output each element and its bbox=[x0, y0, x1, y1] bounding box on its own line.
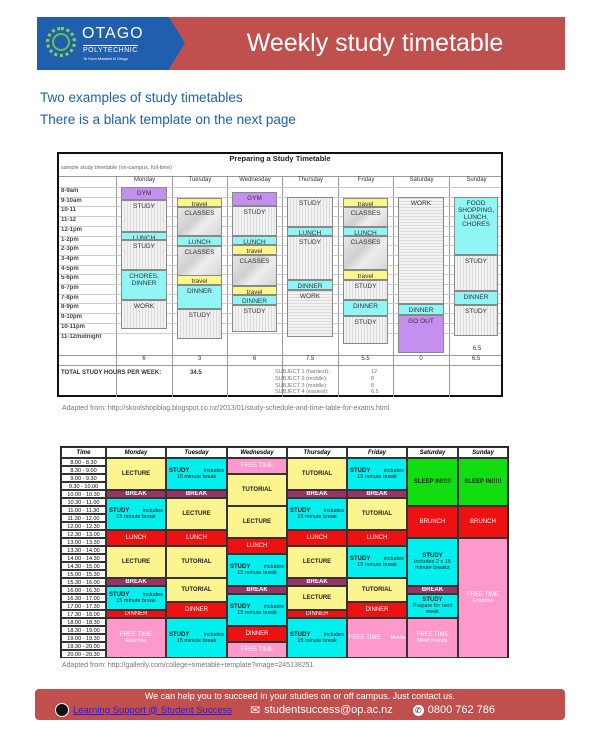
subject-label: SUBJECT 4 (easiest): bbox=[275, 389, 329, 396]
daily-total: 3 bbox=[197, 356, 202, 362]
column-header: Friday bbox=[347, 447, 407, 458]
block-note: Movie bbox=[390, 635, 406, 641]
block-label: BRUNCH bbox=[470, 519, 496, 525]
timetable1-block: GO OUT bbox=[398, 315, 444, 353]
timetable1-block: travel bbox=[343, 270, 388, 280]
column-header: Monday bbox=[106, 447, 166, 458]
time-label: 11-12 bbox=[61, 217, 77, 224]
timetable2-block bbox=[287, 530, 347, 546]
subject-hours: 8 bbox=[371, 382, 375, 389]
block-label: LUNCH bbox=[186, 535, 207, 541]
block-label: BRUNCH bbox=[419, 519, 446, 525]
timetable1-block: CLASSES bbox=[177, 246, 222, 276]
block-label: LECTURE bbox=[302, 559, 332, 565]
block-note: includes bbox=[142, 508, 163, 514]
day-header: Friday bbox=[338, 177, 393, 397]
block-label: STUDY bbox=[290, 508, 311, 514]
block-label: DINNER bbox=[305, 611, 329, 617]
phone-number: 0800 762 786 bbox=[427, 704, 496, 716]
time-slot: 14.00 - 14.30 bbox=[61, 554, 106, 562]
block-note: includes bbox=[323, 632, 344, 638]
time-slot: 8.30 - 9.00 bbox=[61, 466, 106, 474]
time-slot: 18.00 - 18.30 bbox=[61, 618, 106, 626]
timetable1-block: STUDY bbox=[454, 255, 498, 291]
email-address[interactable]: studentsuccess@op.ac.nz bbox=[264, 704, 393, 716]
timetable2-block bbox=[287, 458, 347, 490]
timetable2-block bbox=[106, 618, 166, 658]
block-label: STUDY bbox=[230, 604, 251, 610]
block-note: includes bbox=[383, 468, 404, 474]
block-label: STUDY bbox=[169, 468, 190, 474]
globe-icon bbox=[55, 703, 69, 717]
intro-line-1: Two examples of study timetables bbox=[40, 90, 243, 105]
time-slot: 14.30 - 15.00 bbox=[61, 562, 106, 570]
timetable1-block: travel bbox=[177, 198, 222, 207]
timetable2-block bbox=[227, 586, 287, 594]
block-note: includes bbox=[203, 468, 224, 474]
time-slot: 17.00 - 17.30 bbox=[61, 602, 106, 610]
timetable2-block bbox=[347, 546, 407, 578]
block-note-2: 15 minute break bbox=[176, 638, 217, 644]
sunday-extra: 6.5 bbox=[472, 346, 482, 352]
timetable1-block: CLASSES bbox=[343, 236, 388, 270]
time-label: 5-6pm bbox=[61, 275, 79, 282]
block-label: SLEEP IN!!!!! bbox=[464, 479, 502, 485]
timetable1-block: DINNER bbox=[177, 285, 222, 309]
timetable2-block bbox=[106, 490, 166, 498]
block-note-2: 15 minute break bbox=[116, 598, 156, 604]
time-label: 10-11 bbox=[61, 207, 77, 214]
timetable1-block: CLASSES bbox=[232, 255, 277, 286]
time-label: 6-7pm bbox=[61, 285, 79, 291]
daily-total: 6.5 bbox=[471, 356, 481, 362]
block-label: BREAK bbox=[125, 579, 147, 585]
timetable2-block bbox=[407, 586, 458, 594]
block-label: BREAK bbox=[366, 491, 388, 497]
timetable2-block bbox=[347, 498, 407, 530]
timetable1-block: STUDY bbox=[177, 309, 222, 339]
timetable2-block bbox=[106, 530, 166, 546]
time-label: 1-2pm bbox=[61, 236, 79, 243]
column-header: Thursday bbox=[287, 447, 347, 458]
daily-total: 0 bbox=[419, 356, 423, 362]
timetable2-block bbox=[227, 642, 287, 658]
timetable2-block bbox=[227, 474, 287, 506]
timetable1-block: travel bbox=[232, 245, 277, 255]
timetable1-block: DINNER bbox=[232, 295, 277, 305]
timetable2-block bbox=[166, 618, 227, 658]
block-label: STUDY bbox=[422, 553, 443, 559]
timetable2-block bbox=[227, 506, 287, 538]
block-label: LUNCH bbox=[306, 535, 328, 541]
block-label: LECTURE bbox=[121, 559, 151, 565]
block-label: DINNER bbox=[184, 607, 208, 613]
footer-banner bbox=[35, 689, 565, 720]
block-label: BREAK bbox=[246, 587, 268, 593]
timetable1-block: STUDY bbox=[121, 200, 167, 232]
time-slot: 10.00 - 10.30 bbox=[61, 490, 106, 498]
time-slot: 16.30 - 17.00 bbox=[61, 594, 106, 602]
timetable2-block bbox=[106, 578, 166, 586]
timetable1-block: GYM bbox=[232, 192, 277, 206]
block-note-2: 15 minute break bbox=[357, 562, 397, 568]
timetable2-block bbox=[347, 602, 407, 618]
caption-2: Adapted from: http://gallerily.com/college+timetable+template?image=245138251 bbox=[62, 662, 314, 669]
block-label: STUDY bbox=[422, 597, 443, 603]
block-label: LUNCH bbox=[125, 535, 147, 541]
timetable2-block bbox=[407, 506, 458, 538]
daily-total: 6 bbox=[252, 356, 257, 362]
timetable1-block: WORK bbox=[287, 290, 333, 337]
page-title: Weekly study timetable bbox=[246, 29, 504, 57]
timetable2-block bbox=[166, 498, 227, 530]
timetable2-block bbox=[287, 586, 347, 610]
timetable2-block bbox=[407, 594, 458, 618]
timetable1-block: LUNCH bbox=[121, 232, 167, 240]
timetable1-block: CLASSES bbox=[343, 207, 388, 227]
timetable2-block bbox=[347, 618, 407, 658]
timetable2-block bbox=[407, 538, 458, 586]
table1-subtitle: sample study timetable (on-campus, full-time) bbox=[61, 165, 172, 171]
timetable2-block bbox=[287, 618, 347, 658]
block-label: STUDY bbox=[109, 592, 130, 598]
timetable2-block bbox=[227, 554, 287, 586]
timetable2-block bbox=[166, 490, 227, 498]
time-label: 2-3pm bbox=[61, 246, 79, 253]
day-header: Monday bbox=[116, 177, 172, 397]
timetable1-block: GYM bbox=[121, 187, 167, 200]
time-slot: 18.30 - 19.00 bbox=[61, 626, 106, 634]
timetable2-block bbox=[166, 578, 227, 602]
subject-label: SUBJECT 2 (middle): bbox=[275, 375, 328, 382]
timetable2-block bbox=[347, 578, 407, 602]
day-header: Tuesday bbox=[172, 177, 227, 397]
time-slot: 11.30 - 12.00 bbox=[61, 514, 106, 522]
block-label: LECTURE bbox=[182, 511, 211, 517]
time-slot: 20.00 - 20.30 bbox=[61, 650, 106, 658]
block-note: includes bbox=[203, 632, 224, 638]
logo-maori: Te Kura Matatini ki Otago bbox=[83, 56, 128, 61]
timetable1-block: WORK bbox=[398, 197, 444, 304]
timetable1-block: CHORES, DINNER bbox=[121, 270, 167, 300]
time-label: 12-1pm bbox=[61, 226, 83, 233]
timetable2-block bbox=[287, 578, 347, 586]
timetable1-block: LUNCH bbox=[343, 227, 388, 236]
total-label: TOTAL STUDY HOURS PER WEEK: bbox=[61, 370, 162, 376]
block-note-2: 15 minute break bbox=[176, 474, 217, 480]
block-heading-line bbox=[349, 635, 406, 641]
learning-support-link[interactable]: Learning Support @ Student Success bbox=[73, 704, 233, 716]
time-slot: 8.00 - 8.30 bbox=[61, 458, 106, 466]
timetable2-block bbox=[106, 458, 166, 490]
logo-arrow bbox=[169, 17, 185, 69]
time-slot: 13.30 - 14.00 bbox=[61, 546, 106, 554]
subject-hours: 12 bbox=[371, 369, 378, 375]
column-header: Tuesday bbox=[166, 447, 227, 458]
day-header: Thursday bbox=[282, 177, 338, 397]
timetable2-block bbox=[166, 530, 227, 546]
intro-line-2: There is a blank template on the next page bbox=[40, 112, 296, 127]
phone-icon: ✆ bbox=[413, 705, 424, 716]
block-note: includes bbox=[383, 556, 404, 562]
block-label: SLEEP IN!!!!! bbox=[413, 479, 452, 485]
timetable1-block: STUDY bbox=[343, 316, 388, 344]
timetable2-block bbox=[166, 546, 227, 578]
block-label: FREE TIME bbox=[241, 463, 273, 469]
day-header: Saturday bbox=[393, 177, 449, 397]
block-label: STUDY bbox=[230, 564, 251, 570]
timetable1-block: CLASSES bbox=[177, 207, 222, 236]
block-note-2: Meet friends bbox=[417, 638, 448, 644]
timetable1-block: STUDY bbox=[232, 206, 277, 236]
block-note-2: 15 minute break bbox=[237, 610, 277, 616]
timetable2-block bbox=[287, 490, 347, 498]
time-label: 7-8pm bbox=[61, 294, 79, 301]
timetable2-block bbox=[458, 458, 508, 506]
daily-total: 5.5 bbox=[361, 356, 370, 362]
timetable2-block bbox=[287, 498, 347, 530]
block-label: LECTURE bbox=[302, 595, 332, 601]
block-note-2: Prepare for next week bbox=[412, 603, 453, 615]
time-label: 8-9pm bbox=[61, 304, 79, 311]
block-note: includes bbox=[263, 564, 284, 570]
timetable2-block bbox=[347, 490, 407, 498]
footer-message: We can help you to succeed in your studies on or off campus. Just contact us. bbox=[144, 691, 456, 701]
study-timetable-1 bbox=[57, 152, 503, 397]
block-note-2: includes 2 x 15 minute breaks bbox=[414, 559, 451, 571]
envelope-icon: ✉ bbox=[250, 703, 261, 717]
timetable1-block: STUDY bbox=[287, 236, 333, 280]
time-slot: 11.00 - 11.30 bbox=[61, 506, 106, 514]
timetable1-block: DINNER bbox=[287, 280, 333, 290]
timetable1-block: WORK bbox=[121, 300, 167, 329]
timetable2-block bbox=[106, 586, 166, 610]
block-label: DINNER bbox=[365, 607, 389, 613]
subject-hours: 6.5 bbox=[371, 389, 379, 396]
column-header: Wednesday bbox=[227, 447, 287, 458]
subject-hours: 8 bbox=[371, 375, 375, 382]
timetable2-block bbox=[106, 546, 166, 578]
timetable1-block: travel bbox=[343, 198, 388, 207]
time-label: 10-11pm bbox=[61, 323, 86, 330]
block-label: BREAK bbox=[421, 587, 444, 593]
timetable1-block: STUDY bbox=[287, 197, 333, 227]
timetable2-block bbox=[407, 458, 458, 506]
block-note-2: Exercise bbox=[125, 638, 147, 644]
timetable2-block bbox=[227, 538, 287, 554]
time-label: 11-12midnight bbox=[61, 333, 102, 340]
block-label: STUDY bbox=[350, 468, 371, 474]
block-label: LECTURE bbox=[121, 471, 151, 477]
timetable1-block: DINNER bbox=[398, 304, 444, 315]
block-note-2: Exercise bbox=[472, 598, 494, 604]
timetable1-block: FOOD SHOPPING, LUNCH, CHORES bbox=[454, 197, 498, 255]
timetable1-block: LUNCH bbox=[287, 227, 333, 236]
column-header: Time bbox=[61, 447, 106, 458]
block-label: STUDY bbox=[290, 632, 311, 638]
block-note: includes bbox=[323, 508, 344, 514]
block-label: FREE TIME bbox=[120, 632, 152, 638]
block-note: includes bbox=[142, 592, 163, 598]
block-note: includes bbox=[263, 604, 284, 610]
timetable1-block: LUNCH bbox=[232, 236, 277, 245]
block-label: TUTORIAL bbox=[181, 559, 212, 565]
row-line bbox=[59, 365, 501, 366]
timetable1-block: STUDY bbox=[232, 305, 277, 332]
timetable1-block: DINNER bbox=[343, 300, 388, 316]
timetable2-block bbox=[287, 546, 347, 578]
caption-1: Adapted from: http://skoolshopblog.blogspot.co.nz/2013/01/study-schedule-and-time-table-for-exams.html bbox=[62, 405, 390, 412]
block-label: TUTORIAL bbox=[361, 511, 393, 517]
timetable1-block: STUDY bbox=[343, 280, 388, 300]
timetable2-block bbox=[227, 594, 287, 626]
otago-logo-icon bbox=[46, 27, 76, 57]
timetable1-block: STUDY bbox=[121, 240, 167, 270]
block-note-2: 15 minute break bbox=[297, 514, 337, 520]
block-label: BREAK bbox=[306, 579, 328, 585]
block-label: FREE TIME bbox=[241, 647, 273, 653]
block-label: TUTORIAL bbox=[241, 487, 273, 493]
timetable2-block bbox=[458, 506, 508, 538]
timetable2-block bbox=[227, 626, 287, 642]
daily-total: 6 bbox=[142, 356, 146, 362]
time-label: 9-10pm bbox=[61, 314, 83, 321]
timetable2-block bbox=[166, 458, 227, 490]
time-slot: 17.30 - 18.00 bbox=[61, 610, 106, 618]
block-label: FREE TIME bbox=[416, 632, 449, 638]
time-slot: 16.00 - 16.30 bbox=[61, 586, 106, 594]
column-header: Saturday bbox=[407, 447, 458, 458]
total-value: 34.5 bbox=[190, 370, 202, 376]
block-label: TUTORIAL bbox=[181, 587, 212, 593]
block-note-2: 15 minute break bbox=[297, 638, 337, 644]
timetable1-block: travel bbox=[177, 275, 222, 285]
time-slot: 12.30 - 13.00 bbox=[61, 530, 106, 538]
block-note-2: 15 minute break bbox=[237, 570, 277, 576]
block-label: BREAK bbox=[185, 491, 208, 497]
time-slot: 10.30 - 11.00 bbox=[61, 498, 106, 506]
timetable2-block bbox=[166, 602, 227, 618]
column-header: Sunday bbox=[458, 447, 508, 458]
timetable2-block bbox=[227, 458, 287, 474]
time-slot: 13.00 - 13.30 bbox=[61, 538, 106, 546]
block-note-2: 15 minute break bbox=[357, 474, 397, 480]
block-label: STUDY bbox=[350, 556, 371, 562]
logo-name: OTAGO bbox=[82, 25, 144, 42]
block-label: STUDY bbox=[109, 508, 130, 514]
timetable2-block bbox=[106, 610, 166, 618]
timetable1-block: travel bbox=[232, 286, 277, 295]
timetable1-block: STUDY bbox=[454, 305, 498, 336]
block-label: BREAK bbox=[125, 491, 147, 497]
block-label: LECTURE bbox=[242, 519, 272, 525]
time-slot: 12.00 - 12.30 bbox=[61, 522, 106, 530]
timetable2-block bbox=[106, 498, 166, 530]
subject-label: SUBJECT 1 (hardest): bbox=[275, 369, 330, 375]
block-label: BREAK bbox=[306, 491, 328, 497]
day-header: Sunday bbox=[449, 177, 503, 397]
table1-title: Preparing a Study Timetable bbox=[229, 154, 331, 163]
block-label: FREE TIME bbox=[348, 635, 381, 641]
time-label: 3-4pm bbox=[61, 255, 79, 262]
block-label: STUDY bbox=[169, 632, 190, 638]
time-slot: 9.00 - 9.30 bbox=[61, 474, 106, 482]
block-label: LUNCH bbox=[366, 535, 388, 541]
block-label: DINNER bbox=[245, 631, 269, 637]
block-note-2: 15 minute break bbox=[116, 514, 156, 520]
timetable1-block: LUNCH bbox=[177, 236, 222, 246]
logo-sub: POLYTECHNIC bbox=[83, 47, 138, 54]
time-slot: 19.30 - 20.00 bbox=[61, 642, 106, 650]
timetable2-block bbox=[287, 610, 347, 618]
block-label: FREE TIME bbox=[467, 592, 499, 598]
timetable2-block bbox=[407, 618, 458, 658]
time-slot: 9.30 - 10.00 bbox=[61, 482, 106, 490]
time-label: 9-10am bbox=[61, 197, 82, 204]
time-slot: 15.00 - 15.30 bbox=[61, 570, 106, 578]
block-label: DINNER bbox=[124, 611, 148, 617]
time-label: 4-5pm bbox=[61, 265, 79, 272]
time-slot: 19.00 - 19.30 bbox=[61, 634, 106, 642]
block-label: LUNCH bbox=[246, 543, 268, 549]
study-timetable-2 bbox=[60, 446, 509, 658]
block-label: TUTORIAL bbox=[361, 587, 393, 593]
timetable2-block bbox=[347, 458, 407, 490]
daily-total: 7.5 bbox=[305, 356, 315, 362]
day-header: Wednesday bbox=[227, 177, 282, 397]
time-label: 8-9am bbox=[61, 188, 79, 194]
block-label: TUTORIAL bbox=[301, 471, 333, 477]
timetable2-block bbox=[458, 538, 508, 658]
timetable1-block: DINNER bbox=[454, 291, 498, 305]
time-slot: 15.30 - 16.00 bbox=[61, 578, 106, 586]
timetable2-block bbox=[347, 530, 407, 546]
subject-label: SUBJECT 3 (middle): bbox=[275, 382, 328, 389]
